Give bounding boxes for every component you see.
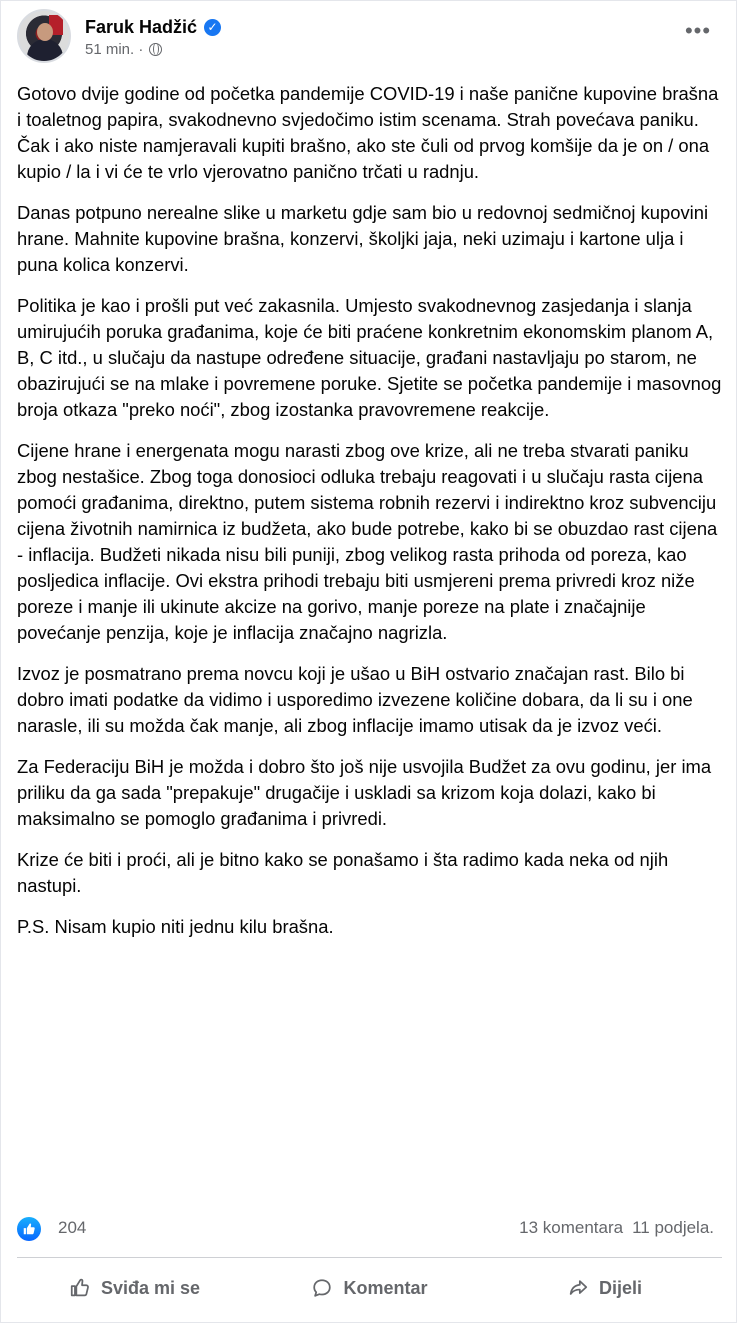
share-arrow-icon bbox=[567, 1277, 589, 1299]
author-name[interactable]: Faruk Hadžić bbox=[85, 16, 198, 37]
post-paragraph: Danas potpuno nerealne slike u marketu gdje sam bio u redovnoj sedmičnoj kupovini hrane. Mahnite kupovine brašna, konzervi, školjki jaja, neki uzimaju i kartone ulja i puna kolica konzervi. bbox=[17, 202, 709, 275]
post-paragraph: Krize će biti i proći, ali je bitno kako se ponašamo i šta radimo kada neka od njih nastupi. bbox=[17, 849, 669, 896]
author-row bbox=[85, 15, 221, 39]
post-timestamp[interactable]: 51 min. · bbox=[85, 41, 144, 58]
divider bbox=[17, 1257, 722, 1258]
more-options-button[interactable]: ••• bbox=[684, 18, 712, 43]
post-header bbox=[17, 7, 722, 67]
post-paragraph: Cijene hrane i energenata mogu narasti zbog ove krize, ali ne treba stvarati paniku zbog nestašice. Zbog toga donosioci odluka trebaju reagovati i u slučaju rasta cijena pomoći građanima, direktno, putem sistema robnih rezervi i indirektno kroz subvenciju cijena životnih namirnica iz budžeta, ako bude potrebe, kako bi se obuzdao rast cijena - inflacija. Budžeti nikada nisu bili puniji, zbog velikog rasta prihoda od poreza, kao posljedica inflacije. Ovi ekstra prihodi trebaju biti usmjereni prema privredi kroz niže poreze i manje ili ukinute akcize na gorivo, manje poreze na plate i značajnije povećanje penzija, koje je inflacija značajno nagrizla. bbox=[17, 440, 718, 643]
post-paragraph: Za Federaciju BiH je možda i dobro što još nije usvojila Budžet za ovu godinu, jer ima priliku da ga sada "prepakuje" drugačije i uskladi sa krizom koja dolazi, kako bi maksimalno se pomoglo građanima i privredi. bbox=[17, 756, 712, 829]
like-button-label: Sviđa mi se bbox=[100, 1277, 201, 1298]
share-count[interactable]: 11 podjela. bbox=[632, 1218, 714, 1237]
comment-button-label: Komentar bbox=[343, 1277, 428, 1298]
like-button[interactable] bbox=[17, 1263, 252, 1313]
avatar-face bbox=[37, 23, 53, 41]
post-paragraph: Izvoz je posmatrano prema novcu koji je ušao u BiH ostvario značajan rast. Bilo bi dobro imati podatke da vidimo i usporedimo izvezene količine dobara, da li su i one narasle, ili su možda čak manje, ali zbog inflacije imamo utisak da je izvoz veći. bbox=[17, 663, 693, 736]
like-reaction-icon[interactable] bbox=[17, 1217, 41, 1241]
post-paragraph: Gotovo dvije godine od početka pandemije COVID-19 i naše panične kupovine brašna i toaletnog papira, svakodnevno svjedočimo istim scenama. Strah povećava paniku. Čak i ako niste namjeravali kupiti brašno, ako ste čuli od prvog komšije da je on / ona kupio / la i vi će te vrlo vjerovatno panično trčati u radnju. bbox=[17, 83, 719, 182]
comment-bubble-icon bbox=[311, 1277, 333, 1299]
post-paragraph: P.S. Nisam kupio niti jednu kilu brašna. bbox=[17, 916, 334, 937]
comment-count[interactable]: 13 komentara bbox=[519, 1218, 624, 1237]
share-button-label: Dijeli bbox=[598, 1277, 642, 1298]
post-paragraph: Politika je kao i prošli put već zakasnila. Umjesto svakodnevnog zasjedanja i slanja umirujućih poruka građanima, koje će biti praćene konkretnim ekonomskim planom A, B, C itd., u slučaju da nastupe određene situacije, građani nastavljaju po starom, ne obazirujući se na mlake i povremene poruke. Sjetite se početka pandemije i masovnog broja otkaza "preko noći", zbog izostanka pravovremene reakcije. bbox=[17, 295, 722, 420]
reaction-stats bbox=[17, 1215, 714, 1245]
avatar[interactable] bbox=[17, 9, 71, 63]
avatar-suit bbox=[27, 39, 63, 63]
thumbs-up-icon bbox=[69, 1277, 91, 1299]
post-actions bbox=[17, 1263, 722, 1313]
post-meta bbox=[85, 41, 162, 58]
comment-button[interactable] bbox=[252, 1263, 487, 1313]
globe-icon bbox=[149, 43, 162, 56]
post-body bbox=[17, 81, 722, 955]
engagement-counts bbox=[519, 1218, 714, 1238]
like-count[interactable]: 204 bbox=[58, 1218, 87, 1237]
verified-badge-icon: ✓ bbox=[204, 19, 221, 36]
share-button[interactable] bbox=[487, 1263, 722, 1313]
